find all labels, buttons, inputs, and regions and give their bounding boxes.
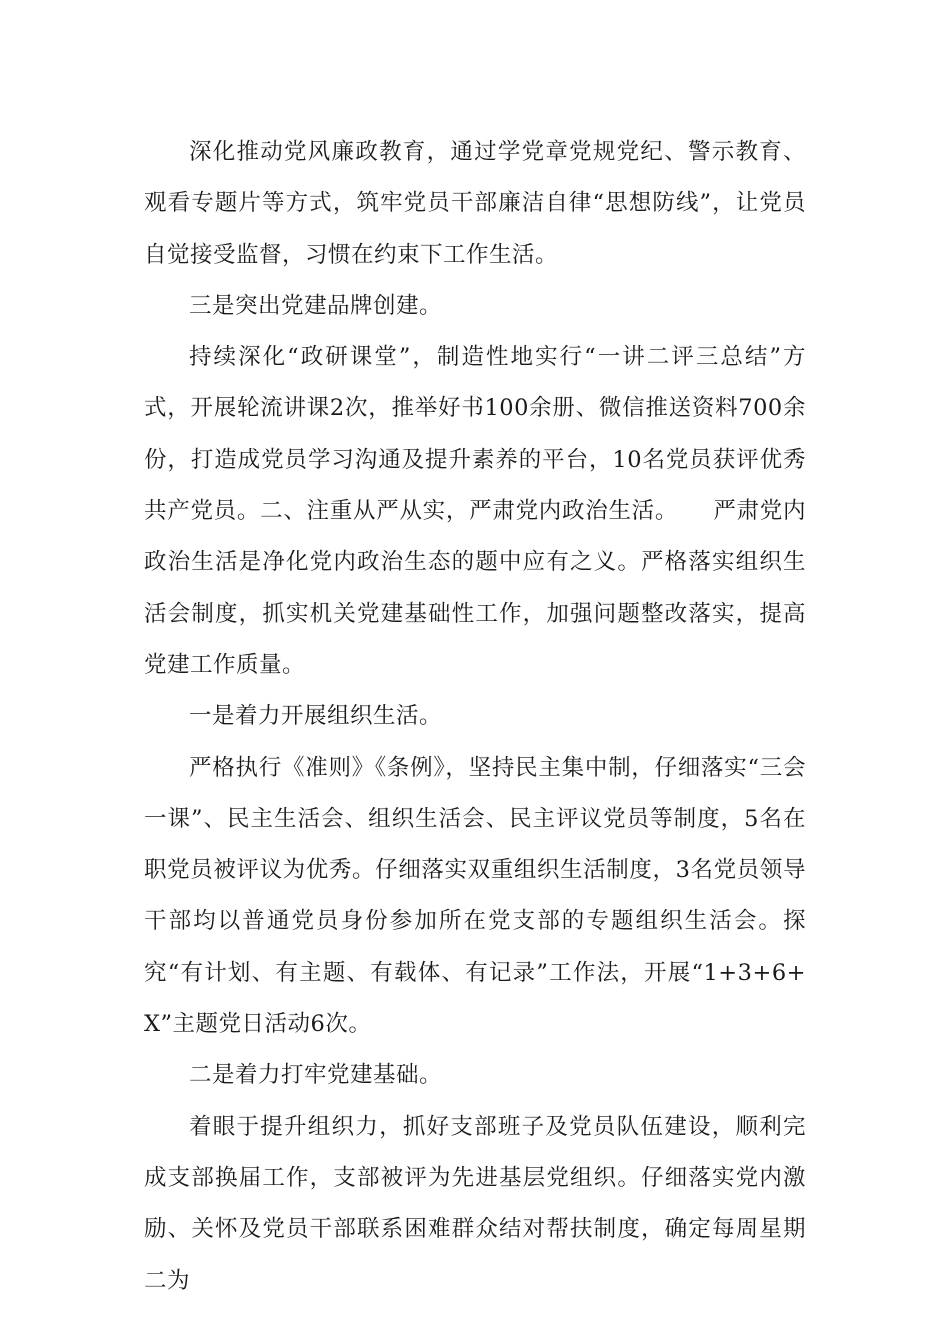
paragraph-organizational-life: 严格执行《准则》《条例》，坚持民主集中制，仔细落实“三会一课”、民主生活会、组织生活会、民主评议党员等制度，5名在职党员被评议为优秀。仔细落实双重组织生活制度，3名党员领导干部均以普通党员身份参加所在党支部的专题组织生活会。探究“有计划、有主题、有载体、有记录”工作法，开展“1+3+6+X”主题党日活动6次。 [144,754,806,1038]
heading-organizational-life: 一是着力开展组织生活。 [189,703,443,730]
paragraph-party-foundation: 着眼于提升组织力，抓好支部班子及党员队伍建设，顺利完成支部换届工作，支部被评为先进基层党组织。仔细落实党内激励、关怀及党员干部联系困难群众结对帮扶制度，确定每周星期二为 [144,1113,806,1294]
paragraph-research-classroom: 持续深化“政研课堂”，制造性地实行“一讲二评三总结”方式，开展轮流讲课2次，推举好书100余册、微信推送资料700余份，打造成党员学习沟通及提升素养的平台，10名党员获评优秀共产党员。二、注重从严从实，严肃党内政治生活。 严肃党内政治生活是净化党内政治生态的题中应有之义。严格落实组织生活会制度，抓实机关党建基础性工作，加强问题整改落实，提高党建工作质量。 [144,344,806,678]
document-body [144,127,806,1307]
heading-party-foundation: 二是着力打牢党建基础。 [189,1062,443,1089]
heading-party-brand-building: 三是突出党建品牌创建。 [189,292,443,319]
paragraph-party-conduct-education: 深化推动党风廉政教育，通过学党章党规党纪、警示教育、观看专题片等方式，筑牢党员干部廉洁自律“思想防线”，让党员自觉接受监督，习惯在约束下工作生活。 [144,139,806,268]
